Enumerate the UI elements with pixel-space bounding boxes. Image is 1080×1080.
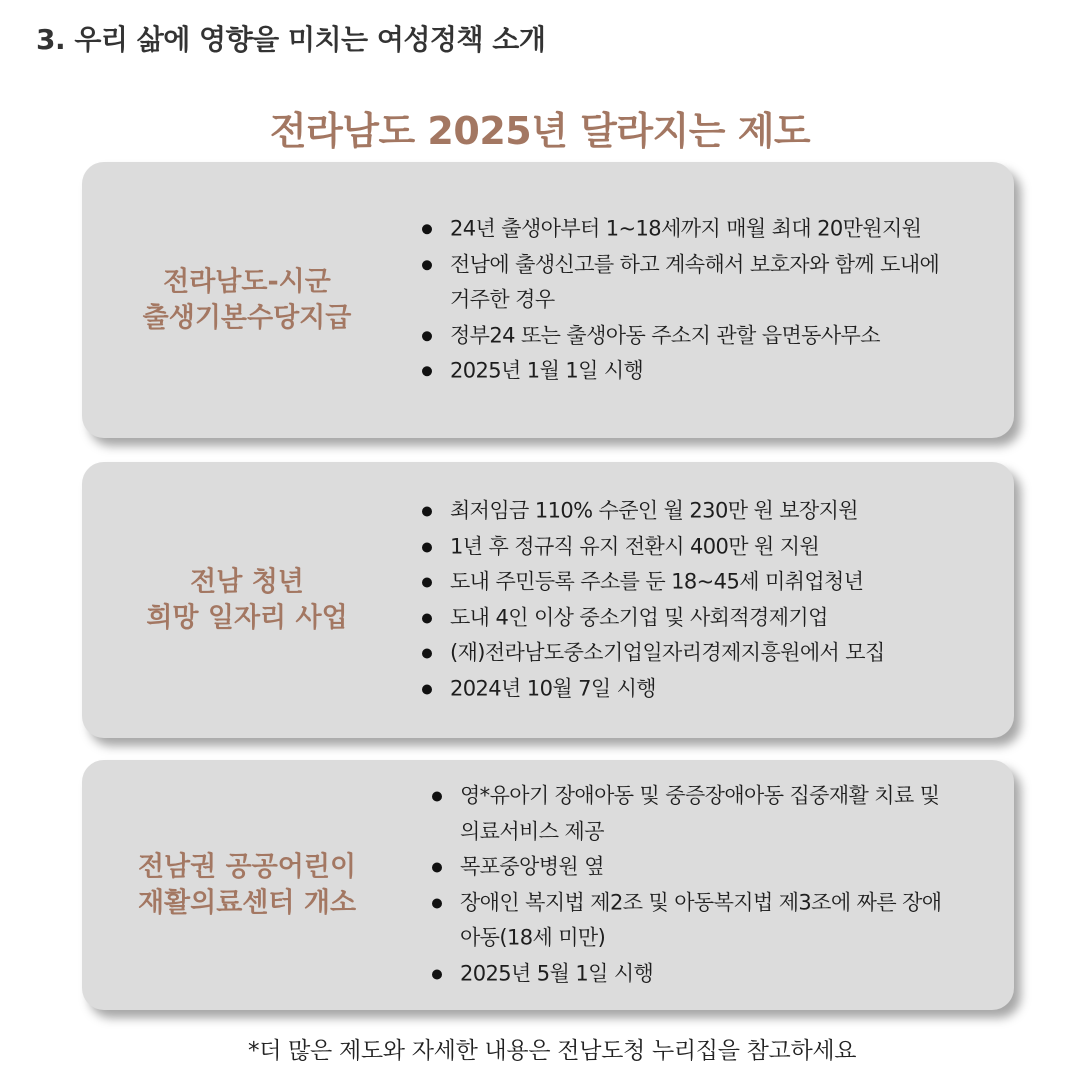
section-heading: 3. 우리 삶에 영향을 미치는 여성정책 소개 — [36, 23, 546, 56]
list-item — [432, 956, 984, 992]
bullet-dot-icon — [422, 649, 432, 659]
policy-details-list — [422, 211, 984, 389]
policy-title-line: 출생기본수당지급 — [142, 302, 352, 333]
list-item — [432, 885, 984, 956]
list-item-text: 2025년 5월 1일 시행 — [460, 961, 654, 985]
list-item — [432, 850, 984, 886]
list-item-text: 24년 출생아부터 1~18세까지 매월 최대 20만원지원 — [450, 216, 922, 241]
policy-title-line: 재활의료센터 개소 — [137, 887, 357, 918]
list-item-text: 의료서비스 제공 — [460, 819, 604, 843]
policy-details-list — [422, 494, 984, 707]
bullet-dot-icon — [432, 792, 442, 802]
policy-card-youth-jobs — [82, 462, 1014, 738]
list-item — [432, 779, 984, 850]
policy-title-line: 전남 청년 — [190, 566, 304, 598]
bullet-dot-icon — [422, 578, 432, 588]
list-item-text: 1년 후 정규직 유지 전환시 400만 원 지원 — [450, 534, 820, 558]
list-item — [422, 636, 984, 672]
list-item-text: 전남에 출생신고를 하고 계속해서 보호자와 함께 도내에 — [450, 251, 940, 276]
list-item — [422, 494, 984, 530]
list-item-text: 도내 주민등록 주소를 둔 18~45세 미취업청년 — [450, 569, 864, 594]
bullet-dot-icon — [432, 863, 442, 873]
bullet-dot-icon — [432, 969, 442, 979]
list-item-text: 영*유아기 장애아동 및 중증장애아동 집중재활 치료 및 — [460, 783, 940, 808]
bullet-dot-icon — [422, 684, 432, 694]
list-item-text: 정부24 또는 출생아동 주소지 관할 읍면동사무소 — [450, 322, 880, 347]
list-item-text: 장애인 복지법 제2조 및 아동복지법 제3조에 짜른 장애 — [460, 890, 942, 914]
policy-title-line: 전남권 공공어린이 — [137, 851, 357, 883]
policy-card-rehab-center — [82, 760, 1014, 1010]
list-item — [422, 671, 984, 707]
policy-title — [82, 849, 412, 920]
list-item-text: (재)전라남도중소기업일자리경제지흥원에서 모집 — [450, 640, 885, 665]
bullet-dot-icon — [422, 366, 432, 376]
policy-title — [82, 264, 412, 335]
list-item-text: 2025년 1월 1일 시행 — [450, 358, 644, 383]
policy-title-line: 희망 일자리 사업 — [146, 602, 348, 633]
list-item-text: 거주한 경우 — [450, 287, 555, 312]
policy-title — [82, 564, 412, 635]
list-item — [422, 353, 984, 389]
list-item-text: 도내 4인 이상 중소기업 및 사회적경제기업 — [450, 605, 828, 629]
list-item — [422, 247, 984, 318]
list-item-text: 2024년 10월 7일 시행 — [450, 676, 656, 700]
bullet-dot-icon — [422, 224, 432, 234]
bullet-dot-icon — [422, 331, 432, 341]
list-item — [422, 211, 984, 247]
list-item — [422, 318, 984, 354]
page-title: 전라남도 2025년 달라지는 제도 — [269, 109, 811, 153]
list-item-text: 아동(18세 미만) — [460, 925, 606, 950]
policy-title-line: 전라남도-시군 — [163, 266, 331, 298]
policy-card-birth-allowance — [82, 162, 1014, 438]
footnote: *더 많은 제도와 자세한 내용은 전남도청 누리집을 참고하세요 — [248, 1038, 857, 1064]
bullet-dot-icon — [422, 542, 432, 552]
list-item — [422, 565, 984, 601]
list-item-text: 최저임금 110% 수준인 월 230만 원 보장지원 — [450, 498, 858, 523]
bullet-dot-icon — [432, 898, 442, 908]
list-item-text: 목포중앙병원 옆 — [460, 854, 604, 879]
policy-details-list — [432, 779, 984, 992]
bullet-dot-icon — [422, 507, 432, 517]
bullet-dot-icon — [422, 613, 432, 623]
list-item — [422, 529, 984, 565]
list-item — [422, 600, 984, 636]
bullet-dot-icon — [422, 260, 432, 270]
